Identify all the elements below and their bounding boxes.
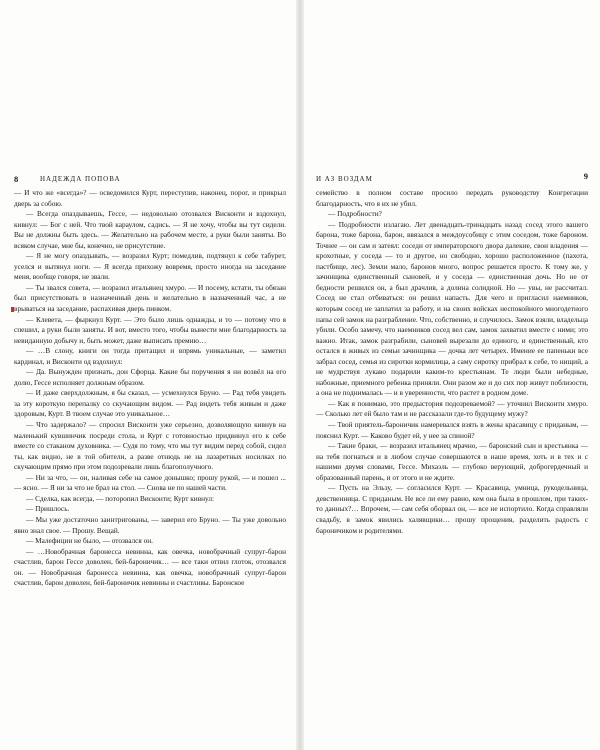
book-gutter <box>296 0 304 750</box>
paragraph: — Пусть на Эльзу, — согласился Курт. — Красавица, умница, рукодельница, девственница. С приданым. Не все ли ему равно, кем она была в прошлом, при таких-то данных?… Впрочем, — сам себя оборвал он, — все не испортило. Когда справляли свадьбу, в замок явились халявщики… прошу прощения, разделить радость с бароничиком и родителями. <box>316 483 588 535</box>
left-running-title: НАДЕЖДА ПОПОВА <box>40 175 121 183</box>
left-page-number: 8 <box>14 174 19 184</box>
paragraph: — Такие браки, — возразил итальянец мрачно, — баронский сын и крестьянка — на тебя погнаться и в любом случае совершаются в наше время, хоть и в тех и с нашими двумя словами, Гессе. Михаэль — глубоко верующий, доброгердечный и образованный парень, и от этого и не ждите. <box>316 441 588 482</box>
right-running-title: И АЗ ВОЗДАМ <box>316 175 373 183</box>
paragraph: — …Новобрачная баронесса невинна, как овечка, новобрачный супруг-барон счастлив, барон Гессе доволен, бей-бароничик… — все таки отпил глоток, отозвался он. — Новобрачная баронесса невинна, как овечка, новобрачный супруг-барон счастлив, барон доволен, бей-бароничик невинны и счастливы. Баронское <box>14 546 286 588</box>
paragraph: — Пришлось. <box>26 504 70 514</box>
paragraph: — Клевета, — фыркнул Курт. — Это было лишь однажды, и то — потому что я спешил, а руки были заняты. И вот, вместо того, чтобы вынести мне благодарность за невиданную добычу и, быть может, даже выписать премию… <box>14 314 286 345</box>
paragraph: — Ни за что, — он, наливая себе на самое донышко; прошу рукой, — и пошел ... — ясно. — Я ни за что не брал на стол. — Снова не по нашей части. <box>14 472 286 493</box>
right-page-text <box>316 188 588 536</box>
paragraph: — И что же «всегда»? — осведомился Курт, переступив, наконец, порог, и прикрыл дверь за собою. <box>14 188 286 208</box>
paragraph: семейство в полном составе просило передать руководству Конгрегации благодарность, что я их не убил. <box>316 188 588 208</box>
paragraph: — Я не могу опаздывать, — возразил Курт; помедлив, подтянул к себе табурет, уселся и вытянул ноги. — Я всегда прихожу вовремя, просто иногда на заседание меня, вообще говоря, не звали. <box>14 251 286 282</box>
paragraph: — Что задержало? — спросил Висконти уже серьезно, дозволяющую кивнув на маленький кувшинчик посреди стола, и Курт с готовностью придвинул его к себе вместе со стаканом духовника. — Судя по тому, что мы тут видим перед собой, сидел ты, как видно, не в той обители, а разве отнюдь не на лазаретных носилках по скучающим прямо при этом подозревали лишь благополучного. <box>14 420 286 472</box>
left-page-text <box>14 188 286 589</box>
paragraph: — Как я понимаю, это предыстория подозреваемой? — уточнил Висконти хмуро. — Сколько лет ей было там и не рассказали где-то будущему мужу? <box>316 398 588 419</box>
paragraph: — …В слону, книги он тогда притащил и впрямь уникальные, — заметил кардинал, и Висконти од вздохнул: <box>14 346 286 366</box>
paragraph: — И даже сверхдолжным, я бы сказал, — усмехнулся Бруно. — Рад тебя увидеть за эту короткую перепалку со скучающим видом. — Рад видеть тебя живым и даже здоровым, Курт. В твоем случае это уникальное… <box>14 388 286 419</box>
right-page <box>316 171 588 536</box>
paragraph: — Всегда опаздываешь, Гессе, — недовольно отозвался Висконти и вздохнул, кивнул: — Бог с ней. Что твой караулом, садись. — Я не хочу, чтобы вы тут сидели. Вы не должны быть здесь. — Желательно на рабочем месте, а руки были заняты. Во всяком случае, мне бы, конечно, не присутствие. <box>14 209 286 250</box>
paragraph: — Подробности излагаю. Лет двенадцать-тринадцать назад сосед этого вашего барона, тоже барона, барон, ввязался в междоусобицу с этим соседом, тоже бароном. Точнее — он сам и затеял: соседи от императорского двора далекие, свои владения — крохотные, у соседа — то и другое, но свободно, хорошо расположенное (пахота, пастбище, лес). Земли мало, баронов много, вопрос решается просто. К тому же, у зачинщика единственный сыновей, и у соседа — единственная дочь. Но не от бедности решился он, а был драчлив, а долина солидной. Но — увы, не рассчитал. Сосед не стал отбиваться: он решил напасть. Для чего и пригласил наемников, которым сосед не заплатил за работу, и на своих войсках неспокойного многодетного папы сей замок на разграбление. Что, собственно, и случилось. Замок взяли, владельца убили. Особо замечу, что наемников сосед вел сам, замок захватил вместе с ними; это важно. Итак, замок разграбили, сыновей вырезали до единого, и единственный, кто остался в живых из семьи зачинщика — дочка лет четырех. Имение ее папеньки все забрал сосед, семья из сиротки кормилица, а саму сиротку прибрал к себе, то нищий, а не мудрствуя лукаво подарили каким-то крестьянам. Те люди были небедные, набожные, приемного ребенка приняли. Они разом же и до сих пор живут поблизости, а она не поднималась — и в уверенности, что растет в родном доме. <box>316 219 588 398</box>
paragraph: — Подробности? <box>328 209 382 219</box>
right-page-number: 9 <box>583 171 588 181</box>
red-pen-mark <box>11 307 14 312</box>
paragraph: — Малефиции не было, — отозвался он. <box>26 536 153 546</box>
right-page-header <box>316 171 588 186</box>
left-page <box>14 174 286 589</box>
paragraph: — Да. Вынужден признать, дон Сфорца. Какие бы поручения я ни возвёл на его долю, Гессе исполняет должным образом. <box>14 367 286 387</box>
paragraph: — Твой приятель-бароничик намеревался взять в жены красавицу с приданым, — пояснил Курт. — Каково будет ей, у нее за спиной? <box>316 420 588 440</box>
paragraph: — Сделка, как всегда, — поторопил Висконти; Курт кивнул: <box>26 493 215 503</box>
left-page-header <box>14 174 286 186</box>
paragraph: — Мы уже достаточно заинтригованы, — заверил его Бруно. — Ты уже довольно явно знал свое. — Прошу. Вещай. <box>14 514 286 535</box>
paragraph: — Ты звался совета, — возразил итальянец хмуро. — И посему, кстати, ты обязан был присутствовать в назначенный день и желательно в назначенный час, а не врываться на заседание, распахивая дверь пинком. <box>14 282 286 314</box>
